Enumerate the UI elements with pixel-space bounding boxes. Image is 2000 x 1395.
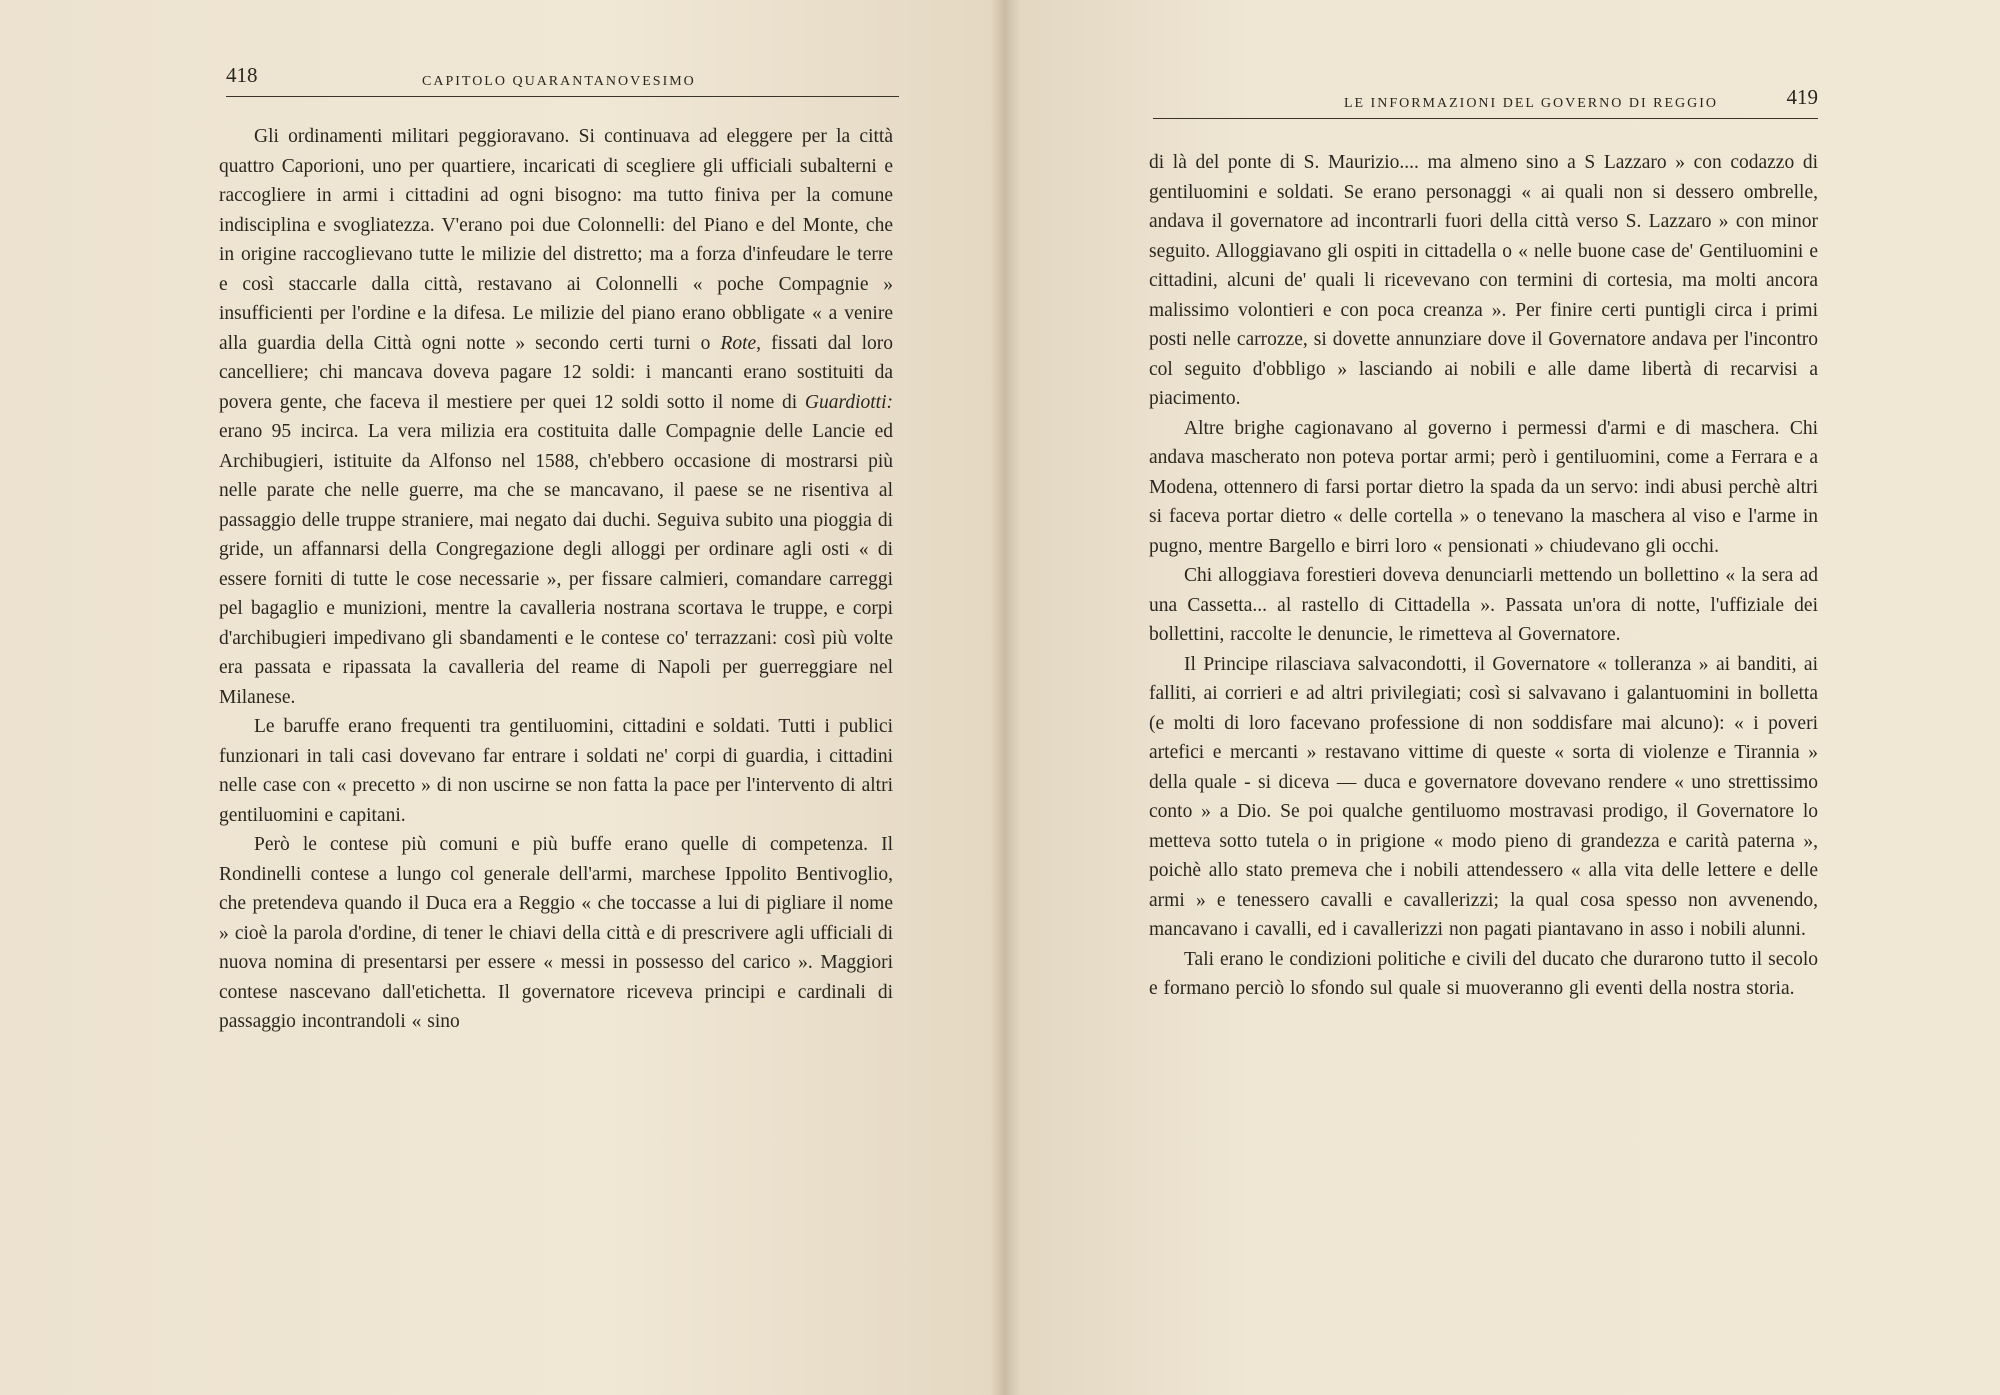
running-head: LE INFORMAZIONI DEL GOVERNO DI REGGIO [1343, 96, 1718, 111]
paragraph: di là del ponte di S. Maurizio.... ma almeno sino a S Lazzaro » con codazzo di gentiluomini e soldati. Se erano personaggi « ai quali non si dessero ombrelle, andava il governatore ad incontrarli fuori della città verso S. Lazzaro » con minor seguito. Alloggiavano gli ospiti in cittadella o « nelle buone case de' Gentiluomini e cittadini, alcuni de' quali li ricevevano con termini di cortesia, ma molti ancora malissimo volontieri e con poca creanza ». Per finire certi puntigli circa i primi posti nelle carrozze, si dovette annunziare dove il Governatore andava per l'incontro col seguito d'obbligo » lasciando ai nobili e alle dame libertà di recarvisi a piacimento. [1149, 152, 1818, 409]
paragraph: Gli ordinamenti militari peggioravano. Si continuava ad eleggere per la città quattro Caporioni, uno per quartiere, incaricati di scegliere gli ufficiali subalterni e raccogliere in armi i cittadini ad ogni bisogno: ma tutto finiva per la comune indisciplina e svogliatezza. V'erano poi due Colonnelli: del Piano e del Monte, che in origine raccoglievano tutte le milizie del distretto; ma a forza d'infeudare le terre e così staccarle dalla città, restavano ai Colonnelli « poche Compagnie » insufficienti per l'ordine e la difesa. Le milizie del piano erano obbligate « a venire alla guardia della Città ogni notte » secondo certi turni o Rote, fissati dal loro cancelliere; chi mancava doveva pagare 12 soldi: i mancanti erano sostituiti da povera gente, che faceva il mestiere per quei 12 soldi sotto il nome di Guardiotti: erano 95 incirca. La vera milizia era costituita dalle Compagnie delle Lancie ed Archibugieri, istituite da Alfonso nel 1588, ch'ebbero occasione di mostrarsi più nelle parate che nelle guerre, ma che se mancavano, il paese se ne risentiva al passaggio delle truppe straniere, mai negato dai duchi. Seguiva subito una pioggia di gride, un affannarsi della Congregazione degli alloggi per ordinare agli osti « di essere forniti di tutte le cose necessarie », per fissare calmieri, comandare carreggi pel bagaglio e munizioni, mentre la cavalleria nostrana scortava le truppe, e corpi d'archibugieri impedivano gli sbandamenti e le contese co' terrazzani: così più volte era passata e ripassata la cavalleria del reame di Napoli per guerreggiare nel Milanese. [219, 126, 893, 708]
paragraph: Però le contese più comuni e più buffe erano quelle di competenza. Il Rondinelli contese a lungo col generale dell'armi, marchese Ippolito Bentivoglio, che pretendeva quando il Duca era a Reggio « che toccasse a lui di pigliare il nome » cioè la parola d'ordine, di tener le chiavi della città e di prescrivere agli ufficiali di nuova nomina di presentarsi per essere « messi in possesso del carico ». Maggiori contese nascevano dall'etichetta. Il governatore riceveva principi e cardinali di passaggio incontrandoli « sino [219, 834, 893, 1032]
italic-term: Guardiotti: [804, 391, 893, 413]
right-page-header [1153, 78, 1818, 119]
italic-term: Rote, [720, 332, 762, 354]
left-page-body [219, 122, 893, 1037]
right-page-body [1149, 148, 1818, 1004]
left-page-header [226, 56, 899, 97]
right-page [1000, 0, 2000, 1395]
paragraph: Il Principe rilasciava salvacondotti, il Governatore « tolleranza » ai banditi, ai falliti, ai corrieri e ad altri privilegiati; così si salvavano i galantuomini in bolletta (e molti di loro facevano professione di non soddisfare mai alcuno): « i poveri artefici e mercanti » restavano vittime di queste « sorta di violenze e Tirannia » della quale - si diceva — duca e governatore dovevano rendere « uno strettissimo conto » a Dio. Se poi qualche gentiluomo mostravasi prodigo, il Governatore lo metteva sotto tutela o in prigione « modo pieno di grandezza e carità paterna », poichè allo stato premeva che i nobili attendessero « alla vita delle lettere e delle armi » e tenessero cavalli e cavallerizzi; la qual cosa spesso non avvenendo, mancavano i cavalli, ed i cavallerizzi non pagati piantavano in asso i nobili alunni. [1149, 653, 1818, 940]
paragraph: Le baruffe erano frequenti tra gentiluomini, cittadini e soldati. Tutti i publici funzionari in tali casi dovevano far entrare i soldati ne' corpi di guardia, i cittadini nelle case con « precetto » di non uscirne se non fatta la pace per l'intervento di altri gentiluomini e capitani. [219, 716, 893, 826]
page-number: 418 [226, 63, 258, 87]
paragraph: Tali erano le condizioni politiche e civili del ducato che durarono tutto il secolo e formano perciò lo sfondo sul quale si muoveranno gli eventi della nostra storia. [1149, 948, 1818, 999]
paragraph: Altre brighe cagionavano al governo i permessi d'armi e di maschera. Chi andava mascherato non poteva portar armi; però i gentiluomini, come a Ferrara e a Modena, ottennero di farsi portar dietro la spada da un servo: indi abusi perchè altri si faceva portar dietro « delle cortella » o tenevano la maschera al viso e l'arme in pugno, mentre Bargello e birri loro « pensionati » chiudevano gli occhi. [1149, 417, 1818, 557]
paragraph: Chi alloggiava forestieri doveva denunciarli mettendo un bollettino « la sera ad una Cassetta... al rastello di Cittadella ». Passata un'ora di notte, l'uffiziale dei bollettini, raccolte le denuncie, le rimetteva al Governatore. [1149, 565, 1818, 645]
book-gutter [990, 0, 1020, 1395]
page-number: 419 [1786, 85, 1818, 109]
running-head: CAPITOLO QUARANTANOVESIMO [422, 74, 696, 89]
